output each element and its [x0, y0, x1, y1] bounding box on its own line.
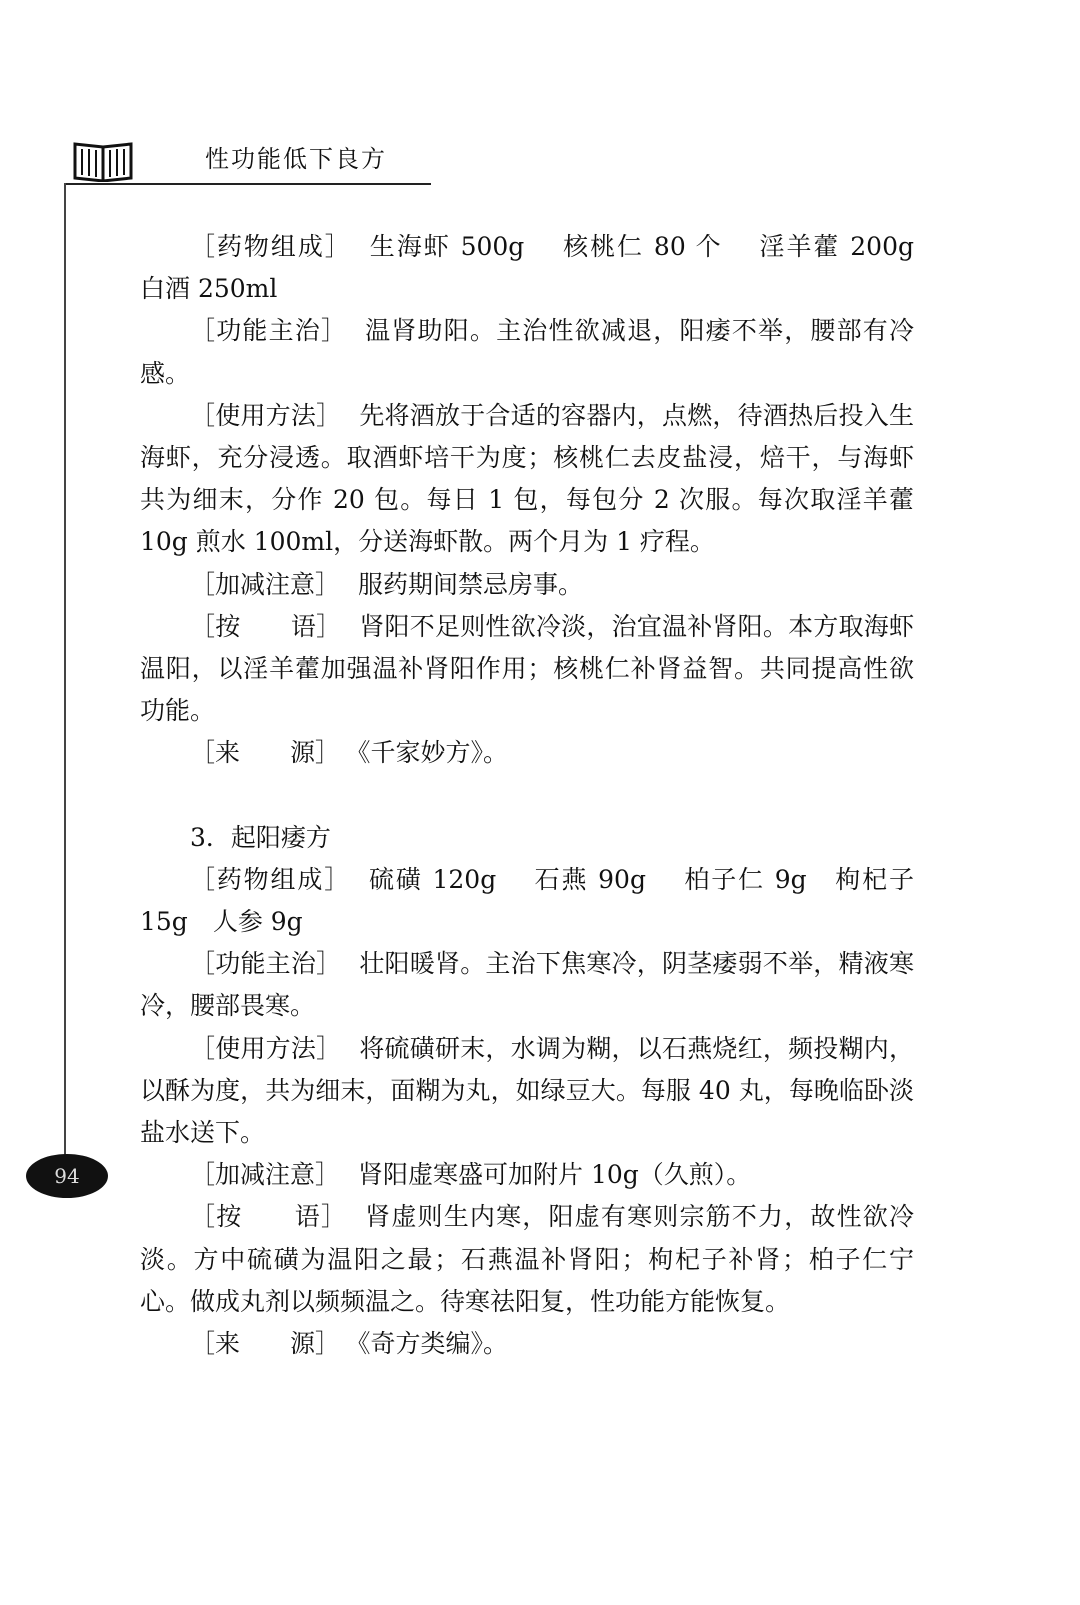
notes-label: ［加减注意］ — [190, 569, 341, 599]
source-label: ［来 源］ — [190, 738, 341, 768]
usage-text: 将硫磺研末，水调为糊，以石燕烧红，频投糊内，以酥为度，共为细末，面糊为丸，如绿豆大。每服 40 丸，每晚临卧淡盐水送下。 — [140, 1033, 914, 1148]
usage-label: ［使用方法］ — [190, 1033, 342, 1063]
commentary-text: 肾阳不足则性欲冷淡，治宜温补肾阳。本方取海虾温阳，以淫羊藿加强温补肾阳作用；核桃仁补肾益智。共同提高性欲功能。 — [140, 611, 914, 726]
notes-text: 肾阳虚寒盛可加附片 10g（久煎）。 — [358, 1160, 752, 1190]
source-label: ［来 源］ — [190, 1329, 341, 1359]
usage-label: ［使用方法］ — [190, 400, 342, 430]
composition-text: 生海虾 500g 核桃仁 80 个 淫羊藿 200g 白酒 250ml — [140, 232, 940, 304]
composition-paragraph — [140, 859, 914, 943]
usage-text: 先将酒放于合适的容器内，点燃，待酒热后投入生海虾，充分浸透。取酒虾培干为度；核桃仁去皮盐浸，焙干，与海虾共为细末，分作 20 包。每日 1 包，每包分 2 次服。每次取淫羊藿 10g 煎水 100ml，分送海虾散。两个月为 1 疗程。 — [140, 400, 914, 557]
indication-paragraph — [140, 310, 914, 394]
commentary-text: 肾虚则生内寒，阳虚有寒则宗筋不力，故性欲冷淡。方中硫磺为温阳之最；石燕温补肾阳；枸杞子补肾；柏子仁宁心。做成丸剂以频频温之。待寒祛阳复，性功能方能恢复。 — [140, 1202, 914, 1316]
commentary-paragraph — [140, 1196, 914, 1323]
page-number-badge — [26, 1154, 108, 1198]
indication-text: 壮阳暖肾。主治下焦寒冷，阴茎痿弱不举，精液寒冷，腰部畏寒。 — [140, 949, 914, 1021]
notes-text: 服药期间禁忌房事。 — [358, 569, 584, 599]
composition-label: ［药物组成］ — [190, 864, 352, 894]
composition-label: ［药物组成］ — [190, 232, 352, 261]
section-heading: 3．起阳痿方 — [190, 822, 331, 852]
header-rule — [66, 183, 431, 185]
usage-paragraph — [140, 1028, 914, 1155]
composition-paragraph — [140, 226, 940, 310]
source-text: 《奇方类编》。 — [358, 1329, 509, 1359]
page-body — [140, 226, 940, 1365]
usage-paragraph — [140, 395, 914, 564]
indication-paragraph — [140, 943, 914, 1027]
notes-paragraph — [140, 1154, 914, 1196]
indication-text: 温肾助阳。主治性欲减退，阳痿不举，腰部有冷感。 — [140, 316, 914, 388]
notes-paragraph — [140, 564, 914, 606]
composition-text: 硫磺 120g 石燕 90g 柏子仁 9g 枸杞子 15g 人参 9g — [140, 864, 914, 937]
notes-label: ［加减注意］ — [190, 1160, 341, 1190]
left-margin-rule — [64, 183, 66, 1165]
open-book-icon — [72, 138, 134, 182]
source-text: 《千家妙方》。 — [358, 738, 509, 768]
running-head: 性功能低下良方 — [205, 145, 387, 173]
source-paragraph — [140, 1323, 914, 1365]
commentary-paragraph — [140, 606, 914, 733]
source-paragraph — [140, 732, 914, 774]
indication-label: ［功能主治］ — [190, 949, 342, 979]
page-number: 94 — [54, 1164, 80, 1188]
commentary-label: ［按 语］ — [190, 611, 342, 641]
commentary-label: ［按 语］ — [190, 1202, 348, 1232]
indication-label: ［功能主治］ — [190, 316, 348, 346]
